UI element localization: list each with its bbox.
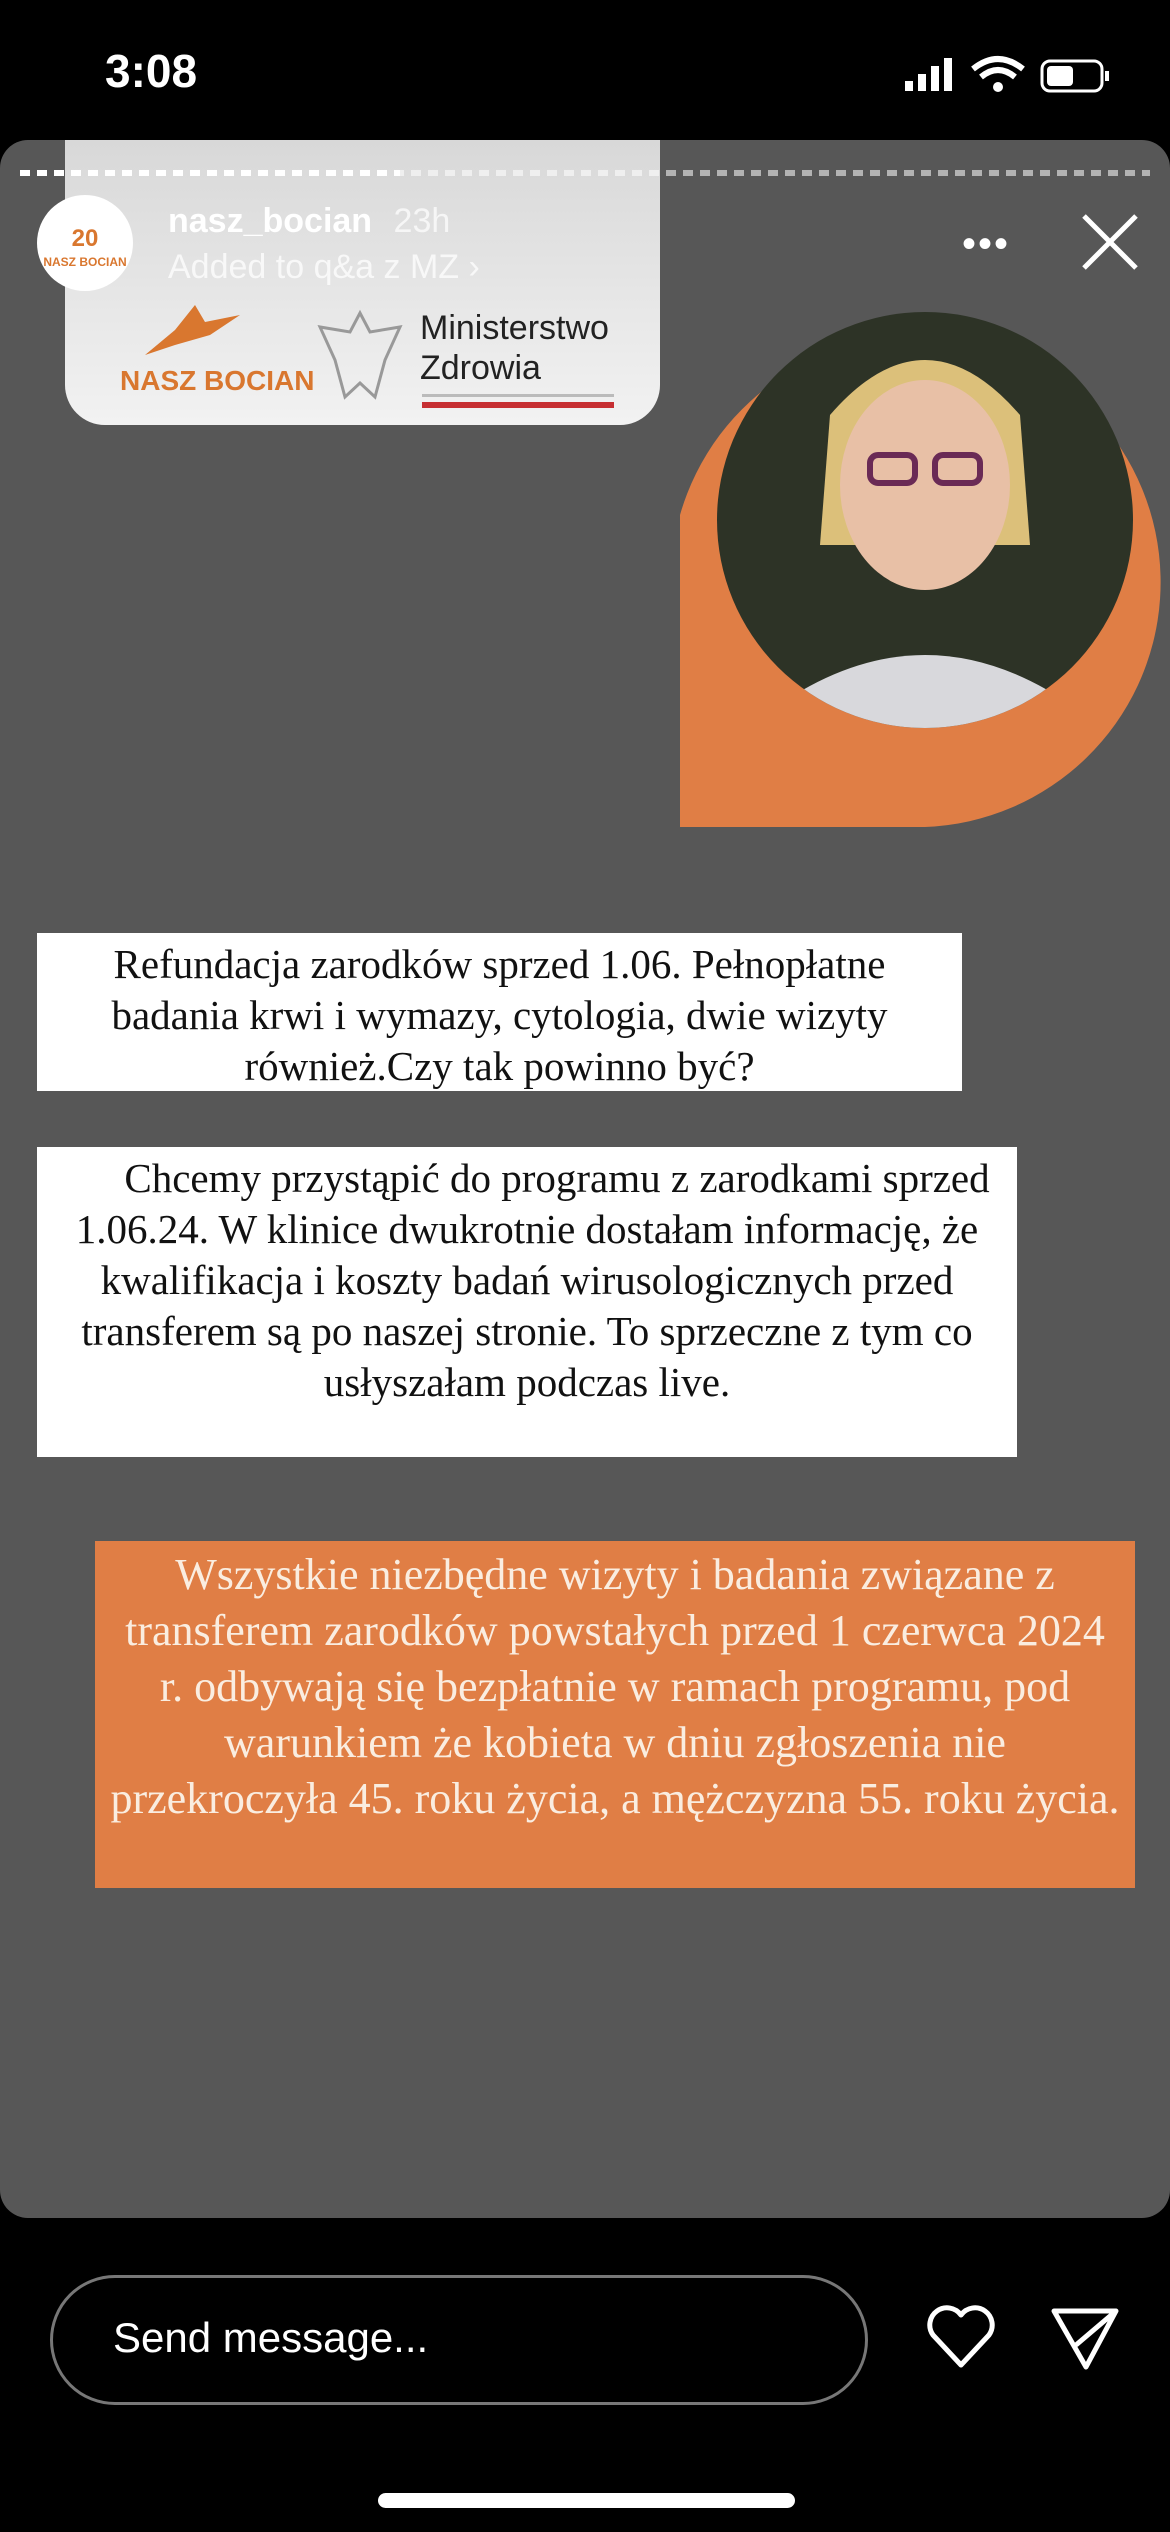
- message-placeholder: Send message...: [113, 2314, 429, 2361]
- flag-line-red: [422, 402, 614, 408]
- story-age: 23h: [393, 202, 451, 240]
- chevron-right-icon: ›: [468, 248, 480, 286]
- ministry-line1: Ministerstwo: [420, 309, 609, 347]
- story-progress-done: [20, 170, 400, 176]
- story-header: [168, 202, 450, 241]
- status-time: 3:08: [105, 45, 198, 97]
- ministry-logo: [420, 308, 609, 388]
- flag-line-white: [422, 394, 614, 397]
- question-body-box: Chcemy przystąpić do programu z zarodkami sprzed 1.06.24. W klinice dwukrotnie dostałam informację, że kwalifikacja i koszty badań wirusologicznych przed transferem są po naszej stronie. To sprzeczne z tym co usłyszałam podczas live.: [37, 1147, 1017, 1457]
- portrait-photo: [680, 215, 1170, 827]
- nasz-bocian-logo: NASZ BOCIAN: [120, 365, 315, 396]
- answer-box: Wszystkie niezbędne wizyty i badania związane z transferem zarodków powstałych przed 1 czerwca 2024 r. odbywają się bezpłatnie w ramach programu, pod warunkiem że kobieta w dniu zgłoszenia nie przekroczyła 45. roku życia, a mężczyzna 55. roku życia.: [95, 1541, 1135, 1888]
- highlight-link[interactable]: [168, 248, 480, 287]
- wifi-icon: [973, 59, 1023, 92]
- send-icon[interactable]: [1050, 2305, 1122, 2371]
- battery-icon: [1042, 61, 1109, 91]
- story-card[interactable]: [0, 140, 1170, 2218]
- username[interactable]: nasz_bocian: [168, 202, 373, 240]
- question-title-box: Refundacja zarodków sprzed 1.06. Pełnopłatne badania krwi i wymazy, cytologia, dwie wizyty również.Czy tak powinno być?: [37, 933, 962, 1091]
- status-icons: [905, 55, 1115, 95]
- ministry-line2: Zdrowia: [420, 349, 541, 387]
- stork-icon: [135, 300, 245, 360]
- heart-icon[interactable]: [925, 2305, 997, 2371]
- avatar-text: NASZ BOCIAN: [43, 255, 127, 269]
- avatar[interactable]: 20 NASZ BOCIAN: [37, 195, 133, 291]
- send-message-input[interactable]: [50, 2275, 868, 2405]
- eagle-emblem-icon: [315, 305, 405, 405]
- more-options-icon[interactable]: •••: [962, 222, 1011, 266]
- highlight-label: Added to q&a z MZ: [168, 248, 460, 286]
- home-indicator: [378, 2493, 795, 2508]
- signal-icon: [905, 55, 1115, 95]
